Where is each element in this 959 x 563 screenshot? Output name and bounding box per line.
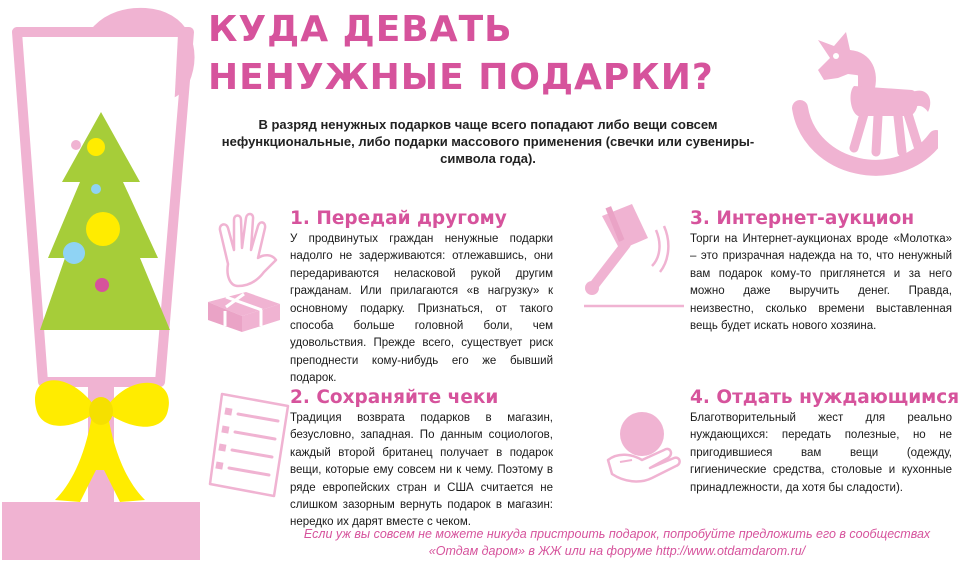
- title-line-2: НЕНУЖНЫЕ ПОДАРКИ?: [208, 57, 714, 98]
- lamp-tree-illustration: [0, 0, 205, 563]
- title-line-1: КУДА ДЕВАТЬ: [208, 9, 513, 50]
- section-1-text: У продвинутых граждан ненужные подарки надолго не задерживаются: отлежавшись, они передариваются неласковой рукой другим гражданам. Или прилагаются «в нагрузку» к основному подарку. Признаться, от такого способа больше головной боли, чем удовольствия. Прежде всего, существует риск преподнести кому-нибудь его же бывший подарок.: [290, 233, 553, 385]
- section-3-title: 3. Интернет-аукцион: [690, 208, 915, 229]
- section-keep-receipts: [290, 386, 553, 532]
- footer-note: Если уж вы совсем не можете никуда пристроить подарок, попробуйте предложить его в сообществах «Отдам даром» в ЖЖ или на форуме http://www.otdamdarom.ru/: [303, 527, 931, 558]
- page-title: [208, 6, 768, 102]
- auction-hammer-icon: [576, 200, 686, 312]
- section-pass-on: [290, 207, 553, 388]
- section-2-text: Традиция возврата подарков в магазин, безусловно, западная. По данным социологов, каждый второй британец получает в подарок вещи, которые ему совсем ни к чему. Поэтому в ряде европейских стран и США считается не слишком зазорным вернуть подарок в магазин: нередко их дарят вместе с чеком.: [290, 412, 553, 529]
- section-online-auction: [690, 207, 952, 335]
- intro-text: В разряд ненужных подарков чаще всего попадают либо вещи совсем нефункциональные, либо подарки массового применения (свечки или сувениры-символа года).: [221, 117, 755, 166]
- hand-ball-icon: [604, 404, 688, 484]
- section-give-to-needy: [690, 386, 959, 497]
- section-4-title: 4. Отдать нуждающимся: [690, 387, 959, 408]
- checklist-icon: [208, 388, 290, 500]
- hand-gift-icon: [206, 210, 284, 332]
- rocking-horse-icon: [788, 20, 938, 180]
- section-1-title: 1. Передай другому: [290, 208, 507, 229]
- section-2-title: 2. Сохраняйте чеки: [290, 387, 499, 408]
- section-4-text: Благотворительный жест для реально нуждающихся: передать полезные, но не пригодившиеся вам вещи (одежду, гигиенические средства, столовые и кухонные принадлежности, да хотя бы сладости).: [690, 412, 952, 494]
- section-3-text: Торги на Интернет-аукционах вроде «Молотка» – это призрачная надежда на то, что ненужный вам подарок кому-то приглянется и за него можно даже выручить денег. Правда, неизвестно, сколько времени выставленная вещь будет искать нового хозяина.: [690, 233, 952, 333]
